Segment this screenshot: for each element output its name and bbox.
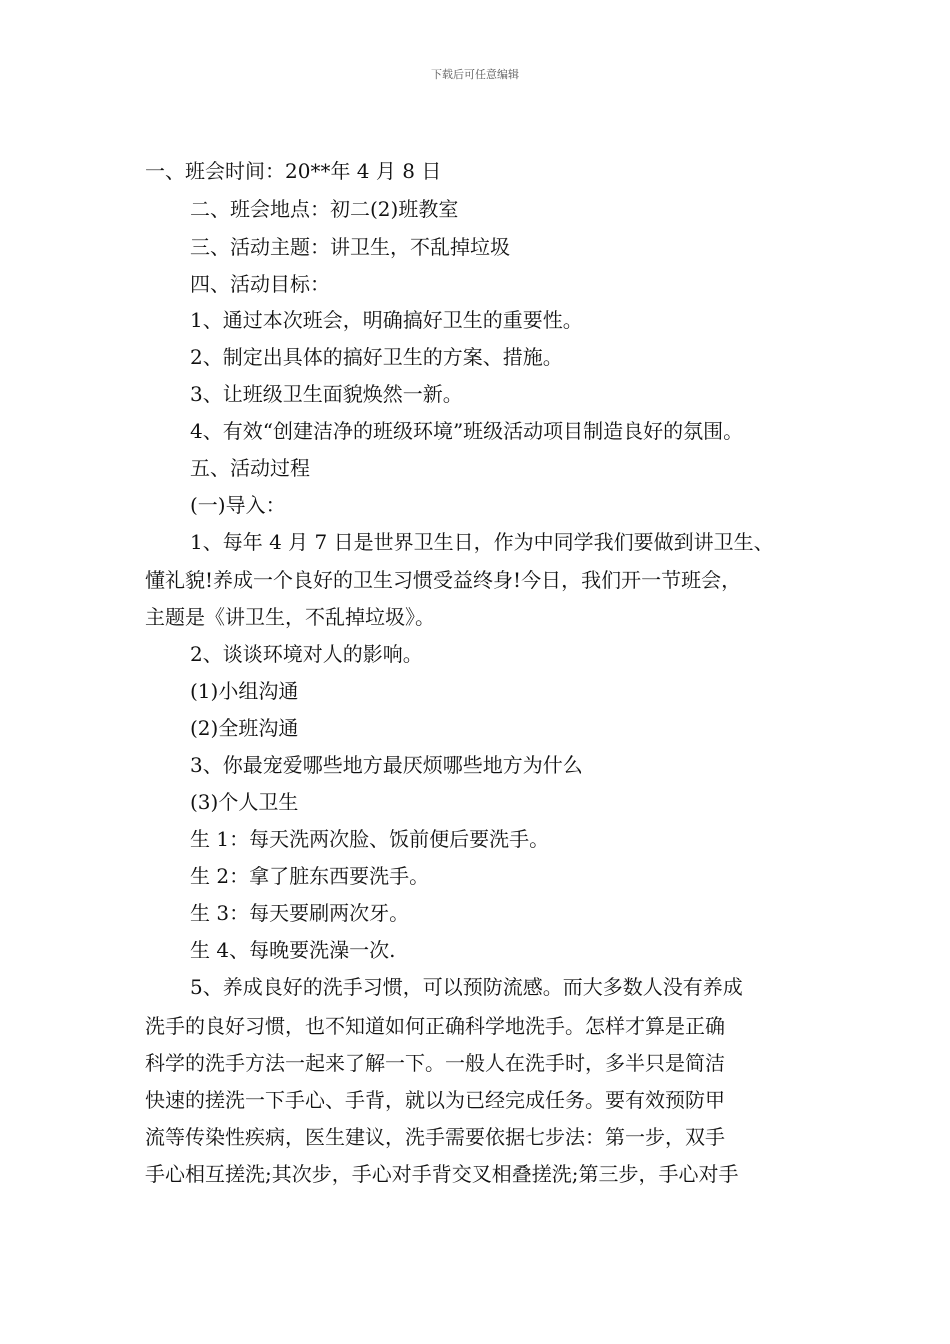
activity-theme-line: 三、活动主题：讲卫生，不乱掉垃圾 (190, 235, 510, 259)
paragraph-line: 快速的搓洗一下手心、手背，就以为已经完成任务。要有效预防甲 (145, 1088, 725, 1112)
discussion-item: 2、谈谈环境对人的影响。 (190, 642, 423, 666)
activity-goals-heading: 四、活动目标： (190, 272, 330, 296)
student-answer-3: 生 3：每天要刷两次牙。 (190, 901, 410, 925)
paragraph-line: 5、养成良好的洗手习惯，可以预防流感。而大多数人没有养成 (190, 975, 743, 999)
sub-item-3: (3)个人卫生 (190, 790, 299, 814)
paragraph-line: 1、每年 4 月 7 日是世界卫生日，作为中同学我们要做到讲卫生、 (190, 530, 774, 554)
goal-item-2: 2、制定出具体的搞好卫生的方案、措施。 (190, 345, 563, 369)
goal-item-3: 3、让班级卫生面貌焕然一新。 (190, 382, 463, 406)
paragraph-line: 手心相互搓洗;其次步，手心对手背交叉相叠搓洗;第三步，手心对手 (145, 1162, 739, 1186)
sub-item-1: (1)小组沟通 (190, 679, 299, 703)
student-answer-4: 生 4、每晚要洗澡一次. (190, 938, 396, 962)
question-item: 3、你最宠爱哪些地方最厌烦哪些地方为什么 (190, 753, 583, 777)
paragraph-line: 洗手的良好习惯，也不知道如何正确科学地洗手。怎样才算是正确 (145, 1014, 725, 1038)
meeting-place-line: 二、班会地点：初二(2)班教室 (190, 197, 459, 221)
sub-item-2: (2)全班沟通 (190, 716, 299, 740)
activity-process-heading: 五、活动过程 (190, 456, 310, 480)
paragraph-line: 懂礼貌!养成一个良好的卫生习惯受益终身!今日，我们开一节班会， (145, 568, 742, 592)
meeting-time-line: 一、班会时间：20**年 4 月 8 日 (145, 159, 442, 183)
goal-item-4: 4、有效“创建洁净的班级环境”班级活动项目制造良好的氛围。 (190, 419, 744, 443)
student-answer-1: 生 1：每天洗两次脸、饭前便后要洗手。 (190, 827, 550, 851)
student-answer-2: 生 2：拿了脏东西要洗手。 (190, 864, 430, 888)
goal-item-1: 1、通过本次班会，明确搞好卫生的重要性。 (190, 308, 583, 332)
page-header: 下载后可任意编辑 (431, 68, 519, 81)
paragraph-line: 科学的洗手方法一起来了解一下。一般人在洗手时，多半只是简洁 (145, 1051, 725, 1075)
intro-heading: (一)导入： (190, 493, 286, 517)
paragraph-line: 流等传染性疾病，医生建议，洗手需要依据七步法：第一步，双手 (145, 1125, 725, 1149)
paragraph-line: 主题是《讲卫生，不乱掉垃圾》。 (145, 605, 435, 629)
